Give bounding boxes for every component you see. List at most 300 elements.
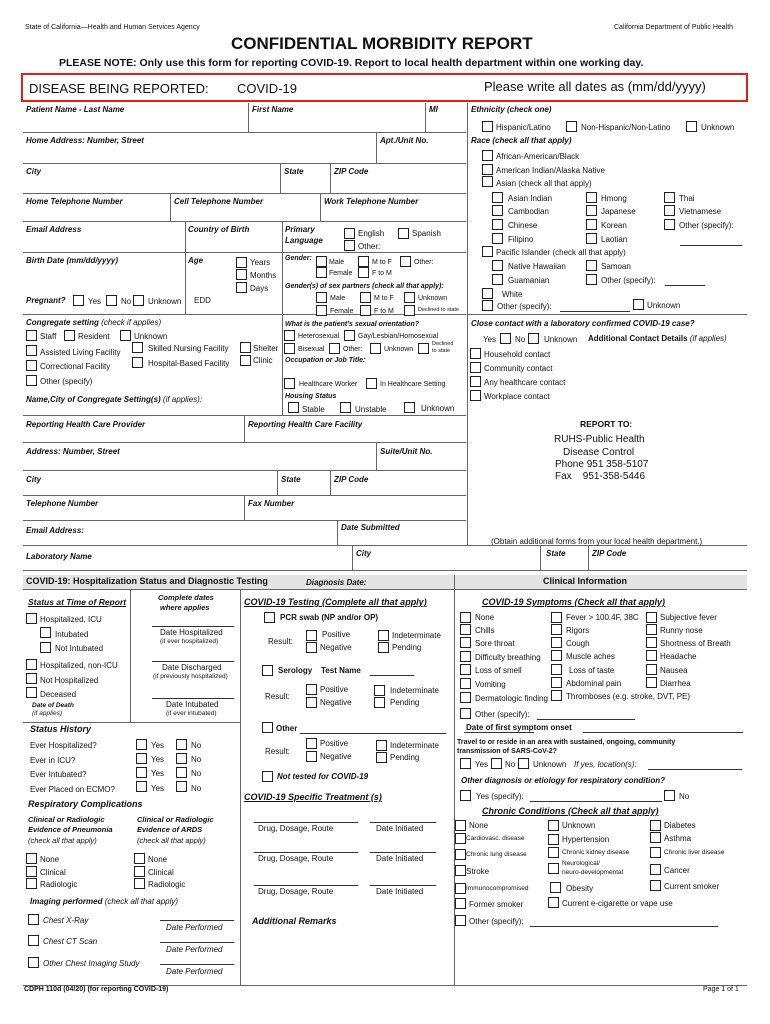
- hispanic-label: Hispanic/Latino: [496, 123, 551, 132]
- unstable-checkbox[interactable]: [340, 402, 351, 413]
- ecig-label: Current e-cigarette or vape use: [562, 899, 673, 908]
- report-to-line-2: Disease Control: [563, 447, 635, 458]
- sym-abd-checkbox[interactable]: [551, 677, 562, 688]
- chronic-none-checkbox[interactable]: [455, 820, 466, 831]
- lab-state-label: State: [546, 549, 566, 558]
- former-smoker-checkbox[interactable]: [455, 898, 466, 909]
- other-test-checkbox[interactable]: [262, 722, 273, 733]
- sym-none-label: None: [475, 613, 495, 622]
- japanese-checkbox[interactable]: [586, 205, 597, 216]
- non-hispanic-checkbox[interactable]: [566, 121, 577, 132]
- provider-city-label: City: [26, 475, 42, 484]
- report-to-line-1: RUHS-Public Health: [554, 434, 645, 445]
- hetero-label: Heterosexual: [298, 333, 340, 340]
- sero-negative-checkbox[interactable]: [306, 697, 317, 708]
- diabetes-checkbox[interactable]: [650, 820, 661, 831]
- sym-headache-label: Headache: [660, 652, 697, 661]
- imaging-hint: (check all that apply): [104, 897, 179, 906]
- ards-radiologic-label: Radiologic: [148, 880, 186, 889]
- not-intubated-label: Not Intubated: [55, 644, 104, 653]
- pcr-indeterminate-checkbox[interactable]: [378, 630, 389, 641]
- vietnamese-checkbox[interactable]: [664, 205, 675, 216]
- chest-ct-label: Chest CT Scan: [43, 937, 98, 946]
- obesity-label: Obesity: [566, 884, 594, 893]
- close-contact-question: Close contact with a laboratory confirmed COVID-19 case?: [471, 319, 695, 328]
- pregnant-no-label: No: [121, 297, 132, 306]
- gender-female-checkbox[interactable]: [316, 267, 327, 278]
- gender-mtof-label: M to F: [372, 259, 392, 266]
- ever-icu-yes-checkbox[interactable]: [136, 753, 147, 764]
- provider-label: Reporting Health Care Provider: [26, 420, 146, 429]
- travel-yes-label: Yes: [475, 760, 489, 769]
- not-intubated-checkbox[interactable]: [40, 642, 51, 653]
- asian-other-label: Other (specify):: [679, 221, 734, 230]
- travel-no-label: No: [505, 760, 516, 769]
- ever-int-yes-checkbox[interactable]: [136, 767, 147, 778]
- pregnant-no-checkbox[interactable]: [106, 295, 117, 306]
- ever-hosp-no-checkbox[interactable]: [176, 739, 187, 750]
- chronic-other-checkbox[interactable]: [455, 915, 466, 926]
- sym-sob-checkbox[interactable]: [646, 637, 657, 648]
- chronic-label: Chronic Conditions (Check all that apply): [482, 806, 659, 816]
- filipino-checkbox[interactable]: [492, 233, 503, 244]
- other-language-checkbox[interactable]: [344, 240, 355, 251]
- sym-subjective-label: Subjective fever: [660, 613, 717, 622]
- partner-male-checkbox[interactable]: [316, 292, 327, 303]
- travel-no-checkbox[interactable]: [491, 758, 502, 769]
- correctional-checkbox[interactable]: [26, 360, 37, 371]
- sym-muscle-checkbox[interactable]: [551, 650, 562, 661]
- chinese-checkbox[interactable]: [492, 219, 503, 230]
- asian-other-checkbox[interactable]: [664, 219, 675, 230]
- shelter-checkbox[interactable]: [240, 342, 251, 353]
- pneumonia-radiologic-checkbox[interactable]: [26, 878, 37, 889]
- gay-checkbox[interactable]: [344, 330, 355, 341]
- ever-ecmo-yes-checkbox[interactable]: [136, 781, 147, 792]
- pneumonia-none-label: None: [40, 855, 60, 864]
- chinese-label: Chinese: [508, 221, 538, 230]
- alf-label: Assisted Living Facility: [40, 348, 121, 357]
- date-of-death-label: Date of Death: [32, 702, 74, 709]
- obesity-checkbox[interactable]: [550, 882, 561, 893]
- household-checkbox[interactable]: [470, 348, 481, 359]
- household-label: Household contact: [484, 350, 551, 359]
- pneumonia-label-2: Evidence of Pneumonia: [28, 825, 113, 834]
- partner-female-label: Female: [330, 308, 354, 315]
- patient-last-name-label: Patient Name - Last Name: [26, 105, 125, 114]
- chest-xray-label: Chest X-Ray: [43, 916, 89, 925]
- sym-taste-checkbox[interactable]: [551, 664, 562, 675]
- bisexual-checkbox[interactable]: [284, 343, 295, 354]
- race-unknown-label: Unknown: [647, 301, 681, 310]
- neuro-checkbox[interactable]: [548, 863, 559, 874]
- orientation-label: What is the patient’s sexual orientation?: [285, 321, 420, 328]
- pcr-pending-label: Pending: [392, 643, 422, 652]
- workplace-checkbox[interactable]: [470, 390, 481, 401]
- sero-pending-label: Pending: [390, 698, 420, 707]
- sym-rigors-checkbox[interactable]: [551, 624, 562, 635]
- sym-headache-checkbox[interactable]: [646, 650, 657, 661]
- lab-city-label: City: [356, 549, 372, 558]
- additional-contact-hint: (if applies): [689, 334, 727, 343]
- form-title: CONFIDENTIAL MORBIDITY REPORT: [231, 34, 533, 53]
- staff-checkbox[interactable]: [26, 330, 37, 341]
- clinic-label: Clinic: [253, 356, 273, 365]
- not-tested-label: Not tested for COVID-19: [277, 772, 369, 781]
- years-checkbox[interactable]: [236, 257, 247, 268]
- african-american-checkbox[interactable]: [482, 150, 493, 161]
- sym-other-checkbox[interactable]: [460, 708, 471, 719]
- kidney-checkbox[interactable]: [548, 847, 559, 858]
- partner-mtof-checkbox[interactable]: [360, 292, 371, 303]
- ever-int-no-checkbox[interactable]: [176, 767, 187, 778]
- pi-other-checkbox[interactable]: [586, 274, 597, 285]
- sym-diarrhea-checkbox[interactable]: [646, 677, 657, 688]
- sero-indeterminate-label: Indeterminate: [390, 686, 439, 695]
- date-initiated-3: Date Initiated: [376, 887, 424, 896]
- sym-subjective-checkbox[interactable]: [646, 612, 657, 623]
- american-indian-checkbox[interactable]: [482, 164, 493, 175]
- home-address-label: Home Address: Number, Street: [26, 136, 144, 145]
- ards-label-1: Clinical or Radiologic: [137, 815, 214, 824]
- hypertension-checkbox[interactable]: [548, 834, 559, 845]
- other-dx-question: Other diagnosis or etiology for respiratory condition?: [461, 776, 666, 785]
- intubated-label: Intubated: [55, 630, 89, 639]
- gender-other-checkbox[interactable]: [400, 256, 411, 267]
- ever-hosp-yes-checkbox[interactable]: [136, 739, 147, 750]
- other-negative-checkbox[interactable]: [306, 751, 317, 762]
- vietnamese-label: Vietnamese: [679, 207, 722, 216]
- report-to-line-3: Phone 951 358-5107: [555, 459, 649, 470]
- immuno-checkbox[interactable]: [455, 883, 466, 894]
- other-dx-no-checkbox[interactable]: [664, 790, 675, 801]
- other-imaging-checkbox[interactable]: [28, 957, 39, 968]
- sero-indeterminate-checkbox[interactable]: [374, 685, 385, 696]
- partner-declined-checkbox[interactable]: [404, 305, 415, 316]
- apt-label: Apt./Unit No.: [380, 136, 429, 145]
- provider-state-label: State: [281, 475, 301, 484]
- sym-difficulty-label: Difficulty breathing: [475, 653, 541, 662]
- neuro-label-1: Neurological/: [562, 860, 600, 867]
- sero-positive-checkbox[interactable]: [306, 684, 317, 695]
- congregate-unknown-checkbox[interactable]: [120, 330, 131, 341]
- english-checkbox[interactable]: [344, 228, 355, 239]
- sym-difficulty-checkbox[interactable]: [460, 651, 471, 662]
- other-language-label: Other:: [358, 242, 381, 251]
- sym-cough-label: Cough: [566, 639, 590, 648]
- white-checkbox[interactable]: [482, 288, 493, 299]
- guamanian-label: Guamanian: [508, 276, 550, 285]
- samoan-label: Samoan: [601, 262, 631, 271]
- hcw-checkbox[interactable]: [284, 378, 295, 389]
- sym-chills-checkbox[interactable]: [460, 624, 471, 635]
- asthma-checkbox[interactable]: [650, 832, 661, 843]
- partner-ftom-checkbox[interactable]: [360, 305, 371, 316]
- ards-none-checkbox[interactable]: [134, 853, 145, 864]
- gay-label: Gay/Lesbian/Homosexual: [358, 333, 439, 340]
- pregnant-unknown-checkbox[interactable]: [133, 295, 144, 306]
- pcr-result-label: Result:: [268, 637, 293, 646]
- orient-declined-checkbox[interactable]: [418, 343, 429, 354]
- white-label: White: [502, 290, 523, 299]
- orient-declined-label-2: to state: [432, 348, 451, 354]
- sym-cough-checkbox[interactable]: [551, 637, 562, 648]
- not-tested-checkbox[interactable]: [262, 771, 273, 782]
- symptoms-label: COVID-19 Symptoms (Check all that apply): [482, 597, 666, 607]
- alf-checkbox[interactable]: [26, 345, 37, 356]
- age-label: Age: [188, 256, 204, 265]
- ever-icu-label: Ever in ICU?: [30, 756, 76, 765]
- spanish-checkbox[interactable]: [398, 228, 409, 239]
- sym-sore-label: Sore throat: [475, 639, 515, 648]
- contact-no-checkbox[interactable]: [528, 333, 539, 344]
- intubated-checkbox[interactable]: [40, 627, 51, 638]
- congregate-label: Congregate setting: [26, 318, 99, 327]
- page-number: Page 1 of 1: [703, 986, 739, 993]
- deceased-checkbox[interactable]: [26, 687, 37, 698]
- years-label: Years: [250, 258, 271, 267]
- asian-indian-label: Asian Indian: [508, 194, 553, 203]
- pi-other-label: Other (specify):: [601, 276, 656, 285]
- congregate-name-label: Name,City of Congregate Setting(s): [26, 395, 161, 404]
- other-indeterminate-checkbox[interactable]: [376, 740, 387, 751]
- any-healthcare-checkbox[interactable]: [470, 376, 481, 387]
- race-other-checkbox[interactable]: [482, 300, 493, 311]
- sero-pending-checkbox[interactable]: [374, 697, 385, 708]
- pcr-positive-checkbox[interactable]: [306, 630, 317, 641]
- resident-checkbox[interactable]: [64, 330, 75, 341]
- partner-unknown-checkbox[interactable]: [404, 292, 415, 303]
- edd-label: EDD: [194, 296, 211, 305]
- ever-ecmo-no-label: No: [191, 784, 202, 793]
- date-submitted-label: Date Submitted: [341, 523, 400, 532]
- housing-unknown-checkbox[interactable]: [404, 402, 415, 413]
- diagnosis-date-label: Diagnosis Date:: [306, 578, 367, 587]
- race-other-label: Other (specify):: [497, 302, 552, 311]
- gender-male-label: Male: [329, 259, 345, 266]
- pcr-negative-label: Negative: [320, 643, 352, 652]
- other-pending-checkbox[interactable]: [376, 752, 387, 763]
- asian-checkbox[interactable]: [482, 176, 493, 187]
- in-hc-setting-checkbox[interactable]: [366, 378, 377, 389]
- former-smoker-label: Former smoker: [469, 900, 524, 909]
- lung-checkbox[interactable]: [455, 849, 466, 860]
- pneumonia-clinical-checkbox[interactable]: [26, 866, 37, 877]
- facility-label: Reporting Health Care Facility: [248, 420, 363, 429]
- pcr-pending-checkbox[interactable]: [378, 642, 389, 653]
- congregate-unknown-label: Unknown: [134, 332, 168, 341]
- date-intubated-hint: (if ever intubated): [166, 710, 217, 717]
- ards-clinical-checkbox[interactable]: [134, 866, 145, 877]
- stroke-checkbox[interactable]: [455, 865, 466, 876]
- race-unknown-checkbox[interactable]: [633, 299, 644, 310]
- drug-label-2: Drug, Dosage, Route: [258, 854, 334, 863]
- filipino-label: Filipino: [508, 235, 534, 244]
- zip-label: ZIP Code: [334, 167, 369, 176]
- pregnant-yes-checkbox[interactable]: [73, 295, 84, 306]
- date-performed-3: Date Performed: [166, 967, 223, 976]
- ever-icu-no-checkbox[interactable]: [176, 753, 187, 764]
- japanese-label: Japanese: [601, 207, 636, 216]
- sym-thromb-checkbox[interactable]: [551, 690, 562, 701]
- ards-none-label: None: [148, 855, 168, 864]
- ever-hosp-label: Ever Hospitalized?: [30, 741, 97, 750]
- cancer-checkbox[interactable]: [650, 864, 661, 875]
- diabetes-label: Diabetes: [664, 821, 696, 830]
- pcr-checkbox[interactable]: [264, 612, 275, 623]
- orient-unknown-checkbox[interactable]: [370, 343, 381, 354]
- travel-yes-checkbox[interactable]: [460, 758, 471, 769]
- ever-ecmo-no-checkbox[interactable]: [176, 781, 187, 792]
- cardio-checkbox[interactable]: [455, 833, 466, 844]
- korean-checkbox[interactable]: [586, 219, 597, 230]
- snf-checkbox[interactable]: [132, 342, 143, 353]
- congregate-other-checkbox[interactable]: [26, 375, 37, 386]
- provider-telephone-label: Telephone Number: [26, 499, 99, 508]
- deceased-label: Deceased: [40, 690, 77, 699]
- spanish-label: Spanish: [412, 229, 441, 238]
- staff-label: Staff: [40, 332, 57, 341]
- hmong-checkbox[interactable]: [586, 192, 597, 203]
- other-dx-yes-checkbox[interactable]: [460, 790, 471, 801]
- congregate-hint: (check if applies): [101, 318, 162, 327]
- date-initiated-1: Date Initiated: [376, 824, 424, 833]
- ever-intubated-label: Ever Intubated?: [30, 770, 87, 779]
- asian-indian-checkbox[interactable]: [492, 192, 503, 203]
- asian-label: Asian (check all that apply): [496, 179, 592, 188]
- housing-unknown-label: Unknown: [421, 404, 455, 413]
- sym-nausea-checkbox[interactable]: [646, 664, 657, 675]
- contact-no-label: No: [515, 335, 526, 344]
- months-label: Months: [250, 271, 277, 280]
- samoan-checkbox[interactable]: [586, 260, 597, 271]
- partner-female-checkbox[interactable]: [316, 305, 327, 316]
- pacific-islander-label: Pacific Islander (check all that apply): [496, 248, 626, 257]
- gender-female-label: Female: [329, 270, 353, 277]
- unstable-label: Unstable: [355, 405, 387, 414]
- gender-label: Gender:: [285, 255, 312, 262]
- chest-ct-checkbox[interactable]: [28, 935, 39, 946]
- congregate-name-hint: (if applies):: [162, 395, 203, 404]
- patient-mi-label: MI: [429, 105, 438, 114]
- workplace-label: Workplace contact: [484, 392, 550, 401]
- current-smoker-checkbox[interactable]: [650, 880, 661, 891]
- guamanian-checkbox[interactable]: [492, 274, 503, 285]
- hosp-non-icu-checkbox[interactable]: [26, 659, 37, 670]
- hosp-non-icu-label: Hospitalized, non-ICU: [40, 661, 118, 670]
- ethnicity-unknown-checkbox[interactable]: [686, 121, 697, 132]
- date-discharged-hint: (if previously hospitalized): [153, 673, 228, 680]
- state-label: State: [284, 167, 304, 176]
- orient-other-checkbox[interactable]: [329, 343, 340, 354]
- hosp-icu-label: Hospitalized, ICU: [40, 615, 102, 624]
- african-american-label: African-American/Black: [496, 152, 580, 161]
- cambodian-checkbox[interactable]: [492, 205, 503, 216]
- pneumonia-none-checkbox[interactable]: [26, 853, 37, 864]
- sym-sore-checkbox[interactable]: [460, 637, 471, 648]
- sym-derm-checkbox[interactable]: [460, 692, 471, 703]
- gender-male-checkbox[interactable]: [316, 256, 327, 267]
- native-hawaiian-checkbox[interactable]: [492, 260, 503, 271]
- chronic-unknown-checkbox[interactable]: [548, 820, 559, 831]
- birth-date-label: Birth Date (mm/dd/yyyy): [26, 256, 119, 265]
- partner-declined-label: Declined to state: [418, 307, 459, 313]
- not-hospitalized-checkbox[interactable]: [26, 673, 37, 684]
- laotian-checkbox[interactable]: [586, 233, 597, 244]
- ever-hosp-yes-label: Yes: [151, 741, 165, 750]
- hetero-checkbox[interactable]: [284, 330, 295, 341]
- lab-name-label: Laboratory Name: [26, 552, 92, 561]
- pregnant-label: Pregnant?: [26, 296, 66, 305]
- thai-checkbox[interactable]: [664, 192, 675, 203]
- contact-yes-checkbox[interactable]: [500, 333, 511, 344]
- gender-ftom-checkbox[interactable]: [358, 267, 369, 278]
- chronic-other-label: Other (specify):: [469, 917, 524, 926]
- sym-vomit-checkbox[interactable]: [460, 678, 471, 689]
- sym-none-checkbox[interactable]: [460, 612, 471, 623]
- sym-fever-checkbox[interactable]: [551, 612, 562, 623]
- serology-checkbox[interactable]: [262, 665, 273, 676]
- sym-fever-label: Fever > 100.4F, 38C: [566, 613, 639, 622]
- other-dx-no-label: No: [679, 792, 690, 801]
- liver-checkbox[interactable]: [650, 847, 661, 858]
- english-label: English: [358, 229, 385, 238]
- pcr-negative-checkbox[interactable]: [306, 642, 317, 653]
- travel-question-2: transmission of SARS-CoV-2?: [457, 748, 557, 755]
- resp-complications-label: Respiratory Complications: [28, 799, 143, 809]
- other-positive-checkbox[interactable]: [306, 738, 317, 749]
- sym-nausea-label: Nausea: [660, 666, 688, 675]
- community-checkbox[interactable]: [470, 362, 481, 373]
- form-number: CDPH 110d (04/20): [24, 986, 86, 993]
- hbf-label: Hospital-Based Facility: [148, 359, 230, 368]
- hosp-icu-checkbox[interactable]: [26, 613, 37, 624]
- laotian-label: Laotian: [601, 235, 628, 244]
- ards-radiologic-checkbox[interactable]: [134, 878, 145, 889]
- gender-ftom-label: F to M: [372, 270, 392, 277]
- stable-checkbox[interactable]: [288, 402, 299, 413]
- hispanic-checkbox[interactable]: [482, 121, 493, 132]
- sym-runny-checkbox[interactable]: [646, 624, 657, 635]
- testing-label: COVID-19 Testing (Complete all that apply): [244, 597, 427, 607]
- travel-location-label: If yes, location(s):: [574, 760, 637, 769]
- months-checkbox[interactable]: [236, 269, 247, 280]
- ever-hosp-no-label: No: [191, 741, 202, 750]
- hbf-checkbox[interactable]: [132, 357, 143, 368]
- neuro-label-2: neuro-developmental: [562, 869, 624, 876]
- serology-label: Serology: [278, 666, 313, 675]
- pacific-islander-checkbox[interactable]: [482, 246, 493, 257]
- ethnicity-unknown-label: Unknown: [701, 123, 735, 132]
- sym-diarrhea-label: Diarrhea: [660, 679, 691, 688]
- gender-mtof-checkbox[interactable]: [358, 256, 369, 267]
- travel-unknown-label: Unknown: [533, 760, 567, 769]
- date-discharged-label: Date Discharged: [162, 663, 222, 672]
- ecig-checkbox[interactable]: [548, 897, 559, 908]
- form-purpose: (for reporting COVID-19): [87, 986, 169, 993]
- clinic-checkbox[interactable]: [240, 355, 251, 366]
- chest-xray-checkbox[interactable]: [28, 914, 39, 925]
- ever-ecmo-yes-label: Yes: [151, 784, 165, 793]
- primary-language-label-2: Language: [285, 236, 323, 245]
- date-hospitalized-label: Date Hospitalized: [160, 628, 223, 637]
- ards-label-2: Evidence of ARDS: [137, 825, 203, 834]
- days-checkbox[interactable]: [236, 282, 247, 293]
- travel-unknown-checkbox[interactable]: [518, 758, 529, 769]
- agency-name: State of California—Health and Human Services Agency: [25, 24, 200, 31]
- sym-smell-checkbox[interactable]: [460, 664, 471, 675]
- additional-contact-label: Additional Contact Details: [588, 334, 688, 343]
